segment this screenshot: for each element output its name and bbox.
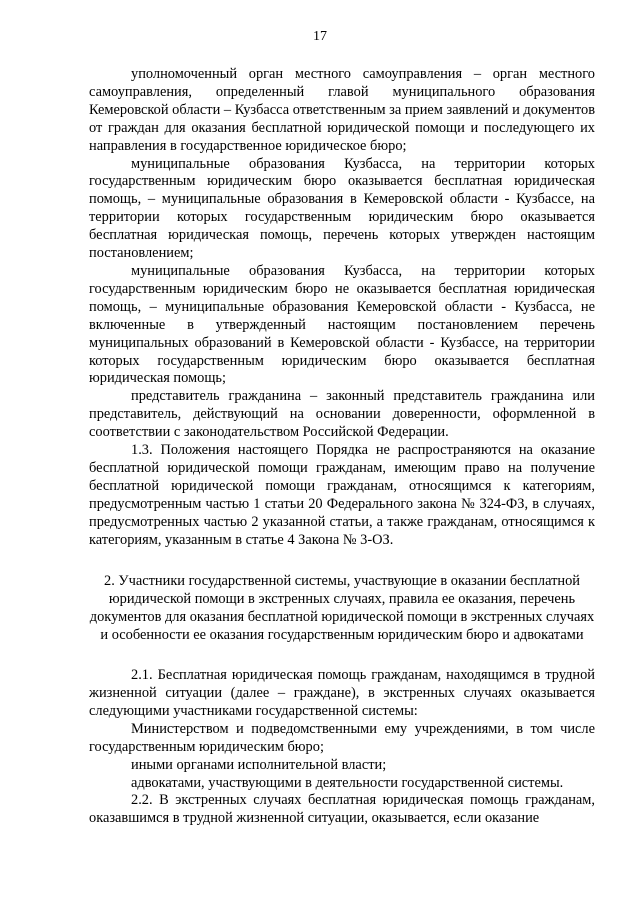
definition-paragraph: уполномоченный орган местного самоуправления – орган местного самоуправления, определенный главой муниципального образования Кемеровской области – Кузбасса ответственным за прием заявлений и документов от граждан для оказания бесплатной юридической помощи и последующего их направления в государственное юридическое бюро; [89, 66, 595, 154]
definition-paragraph: муниципальные образования Кузбасса, на территории которых государственным юридическим бюро оказывается бесплатная юридическая помощь, – муниципальные образования в Кемеровской области - Кузбассе, на территории которых государственным юридическим бюро оказывается бесплатная юридическая помощь, перечень которых утвержден настоящим постановлением; [89, 155, 595, 262]
document-body [89, 66, 595, 828]
page-number: 17 [313, 29, 327, 44]
list-paragraph: адвокатами, участвующими в деятельности государственной системы. [131, 774, 564, 791]
clause-paragraph: 2.1. Бесплатная юридическая помощь гражданам, находящимся в трудной жизненной ситуации (далее – граждане), в экстренных случаях оказывается следующими участниками государственной системы: [89, 667, 595, 719]
clause-paragraph: 2.2. В экстренных случаях бесплатная юридическая помощь гражданам, оказавшимся в трудной жизненной ситуации, оказывается, если оказание [89, 792, 595, 827]
definition-paragraph: представитель гражданина – законный представитель гражданина или представитель, действующий на основании доверенности, оформленной в соответствии с законодательством Российской Федерации. [89, 388, 595, 441]
list-paragraph: Министерством и подведомственными ему учреждениями, в том числе государственным юридическим бюро; [89, 720, 595, 755]
section-heading: 2. Участники государственной системы, участвующие в оказании бесплатной юридической помощи в экстренных случаях, правила ее оказания, перечень документов для оказания бесплатной юридической помощи в экстренных случаях и особенности ее оказания государственным юридическим бюро и адвокатами [89, 573, 595, 644]
list-paragraph: иными органами исполнительной власти; [131, 756, 387, 773]
clause-paragraph: 1.3. Положения настоящего Порядка не распространяются на оказание бесплатной юридической помощи гражданам, имеющим право на получение бесплатной юридической помощи гражданам, относящимся к категориям, предусмотренным частью 1 статьи 20 Федерального закона № 324-ФЗ, в случаях, предусмотренных частью 2 указанной статьи, а также гражданам, относящимся к категориям, указанным в статье 4 Закона № 3-ОЗ. [89, 442, 595, 548]
definition-paragraph: муниципальные образования Кузбасса, на территории которых государственным юридическим бюро не оказывается бесплатная юридическая помощь, – муниципальные образования Кемеровской области - Кузбасса, не включенные в утвержденный настоящим постановлением перечень муниципальных образований в Кемеровской области - Кузбассе, на территории которых государственным юридическим бюро оказывается бесплатная юридическая помощь; [89, 262, 595, 387]
